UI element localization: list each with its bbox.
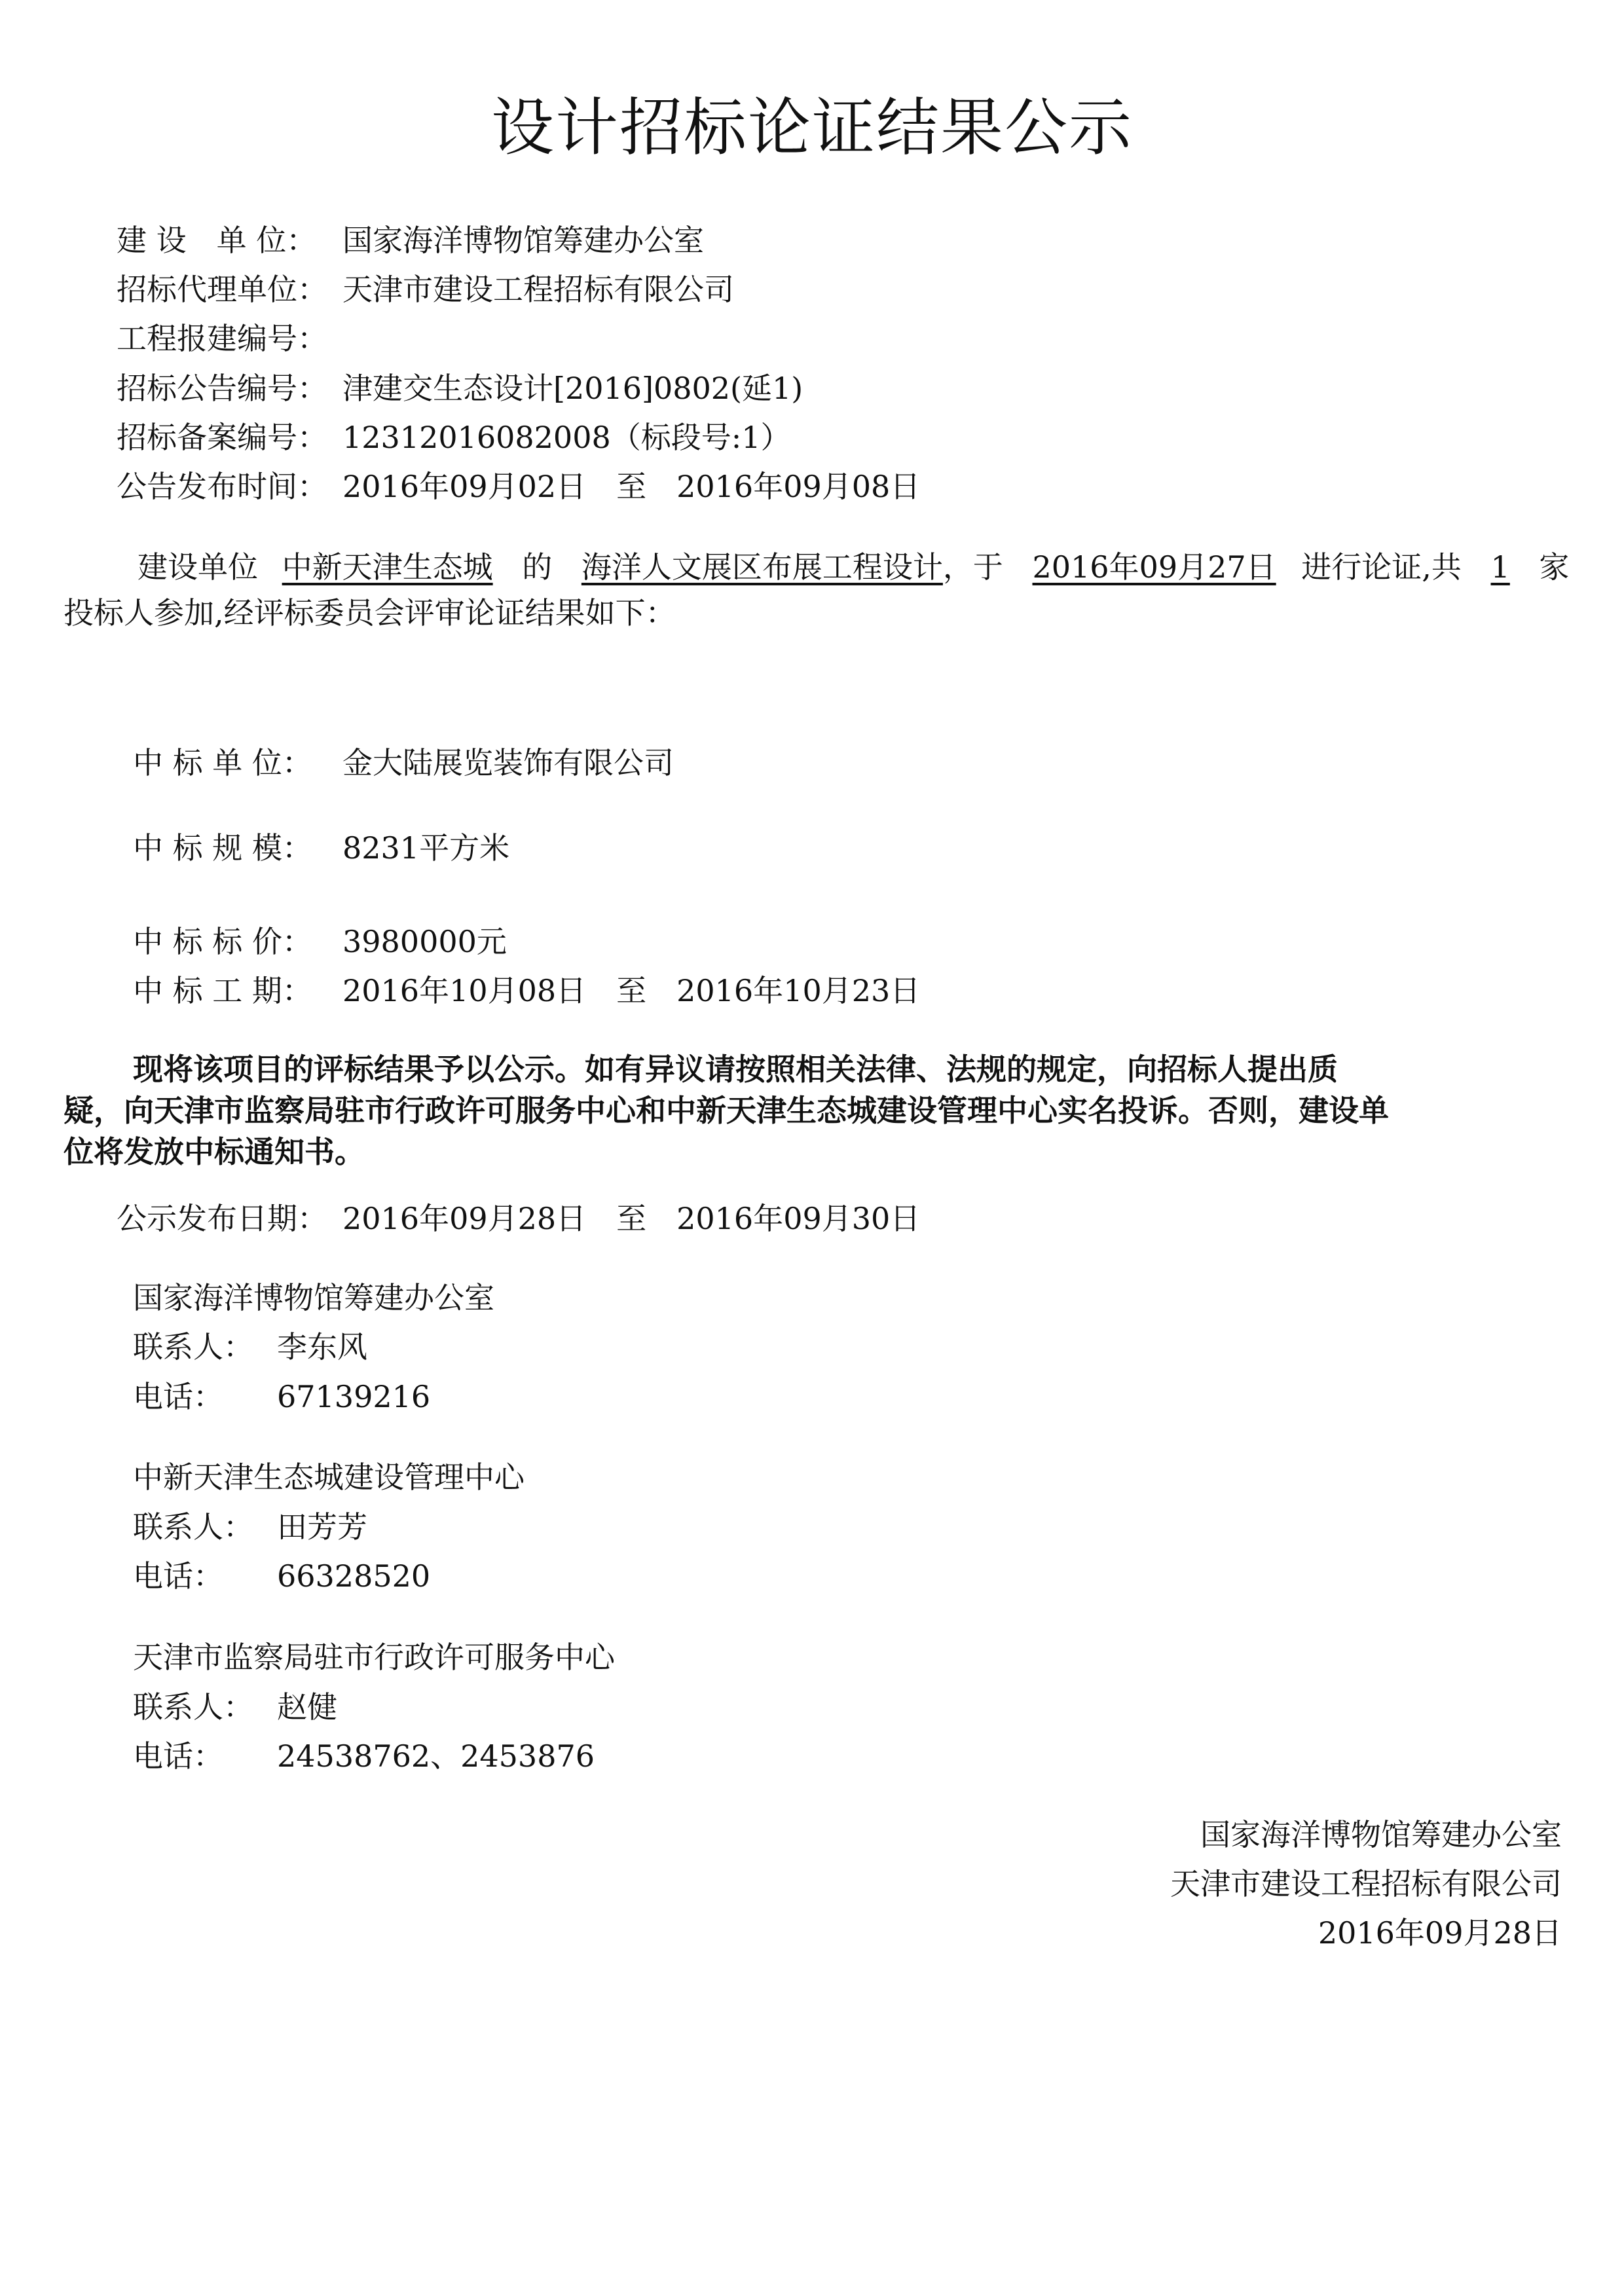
field-value: 天津市建设工程招标有限公司 [342,272,734,307]
field-label: 公告发布时间： [117,469,327,504]
field-notice-number [117,369,803,408]
signature-date: 2016年09月28日 [1318,1915,1562,1951]
contact-person-label: 联系人： [133,1509,253,1545]
contact-phone [133,1736,595,1776]
contact-person-label: 联系人： [133,1329,253,1365]
result-price [133,922,507,961]
publish-period [117,1199,920,1238]
field-label: 招标备案编号： [117,420,327,455]
contact-org: 天津市监察局驻市行政许可服务中心 [133,1640,615,1675]
field-agency [117,270,734,309]
field-project-number [117,319,342,358]
result-value: 金大陆展览装饰有限公司 [342,745,674,780]
intro-text: 进行论证,共 [1301,549,1462,585]
notice-line-2: 疑，向天津市监察局驻市行政许可服务中心和中新天津生态城建设管理中心实名投诉。否则，建设单 [64,1093,1389,1128]
result-duration [133,971,920,1010]
result-value: 2016年10月08日 至 2016年10月23日 [342,973,921,1008]
publish-value: 2016年09月28日 至 2016年09月30日 [342,1201,921,1236]
notice-line-3: 位将发放中标通知书。 [64,1134,365,1169]
field-notice-period [117,467,920,506]
field-filing-number [117,418,791,457]
intro-text: 的 [522,549,553,585]
contact-person-label: 联系人： [133,1689,253,1725]
field-value: 2016年09月02日 至 2016年09月08日 [342,469,921,504]
contact-person [133,1327,367,1367]
contact-person [133,1687,337,1727]
intro-text: ，于 [942,549,1003,585]
contact-person-name: 田芳芳 [277,1509,367,1545]
publish-label: 公示发布日期： [117,1201,327,1236]
intro-unit: 中新天津生态城 [282,549,493,585]
field-value: 12312016082008（标段号:1） [342,420,791,455]
result-label: 中 标 工 期： [133,973,312,1008]
result-winner [133,743,674,782]
document-title: 设计招标论证结果公示 [491,91,1133,164]
signature-org-2: 天津市建设工程招标有限公司 [1170,1866,1562,1901]
result-scale [133,828,509,868]
intro-text: 家 [1539,549,1570,585]
contact-phone-number: 24538762、2453876 [277,1738,595,1774]
contact-phone-label: 电话： [133,1558,223,1594]
intro-line-1 [138,547,1569,587]
contact-phone-number: 67139216 [277,1379,431,1414]
intro-date: 2016年09月27日 [1032,549,1276,585]
field-value: 国家海洋博物馆筹建办公室 [342,223,704,258]
field-label: 工程报建编号： [117,321,327,356]
field-construction-unit [117,221,704,260]
contact-org: 国家海洋博物馆筹建办公室 [133,1280,494,1315]
intro-project: 海洋人文展区布展工程设计 [581,549,943,585]
result-label: 中 标 单 位： [133,745,312,780]
intro-text: 建设单位 [138,549,258,585]
contact-org: 中新天津生态城建设管理中心 [133,1460,525,1495]
contact-phone-number: 66328520 [277,1558,431,1594]
field-label: 建 设 单 位： [117,223,317,258]
field-label: 招标公告编号： [117,371,327,406]
intro-count: 1 [1490,549,1510,585]
signature-org-1: 国家海洋博物馆筹建办公室 [1200,1817,1562,1852]
contact-phone-label: 电话： [133,1379,223,1414]
contact-person-name: 李东风 [277,1329,367,1365]
result-value: 3980000元 [342,924,507,959]
contact-phone-label: 电话： [133,1738,223,1774]
field-label: 招标代理单位： [117,272,327,307]
result-label: 中 标 规 模： [133,830,312,866]
contact-phone [133,1556,430,1596]
result-label: 中 标 标 价： [133,924,312,959]
field-value: 津建交生态设计[2016]0802(延1) [342,371,803,406]
intro-line-2: 投标人参加,经评标委员会评审论证结果如下： [64,595,676,631]
result-value: 8231平方米 [342,830,510,866]
notice-line-1: 现将该项目的评标结果予以公示。如有异议请按照相关法律、法规的规定，向招标人提出质 [133,1052,1338,1087]
contact-phone [133,1377,430,1416]
contact-person [133,1507,367,1547]
contact-person-name: 赵健 [277,1689,337,1725]
